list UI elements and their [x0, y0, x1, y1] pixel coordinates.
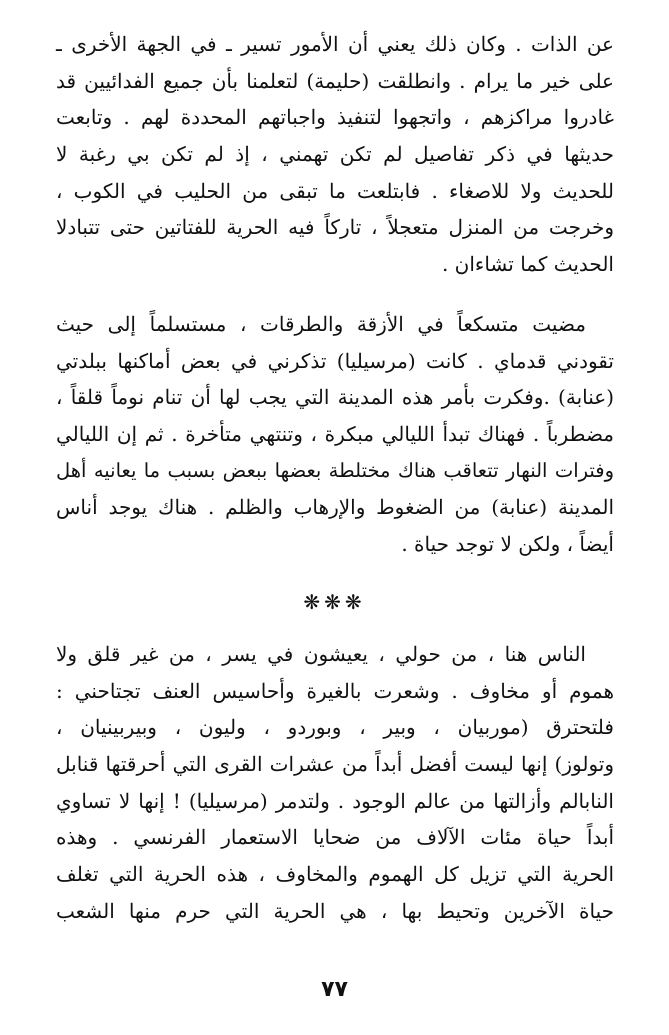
paragraph-line: فلتحترق (موربيان ، وبير ، وبوردو ، وليون ، وبيربينيان ،: [56, 715, 614, 740]
paragraph-line: وفترات النهار تتعاقب هناك مختلطة بعضها ببعض بسبب ما يعانيه أهل: [56, 458, 614, 482]
paragraph-line: غادروا مراكزهم ، واتجهوا لتنفيذ واجباتهم المحددة لهم . وتابعت: [56, 105, 614, 130]
paragraph-line: أبداً حياة مئات الآلاف من ضحايا الاستعمار الفرنسي . وهذه: [56, 825, 614, 850]
paragraph-line: وتولوز) إنها ليست أفضل أبداً من عشرات القرى التي أحرقتها قنابل: [56, 752, 614, 777]
paragraph-1: [56, 26, 614, 283]
paragraph-line: أيضاً ، ولكن لا توجد حياة .: [401, 532, 614, 557]
paragraph-2: [56, 306, 614, 563]
paragraph-line: للحديث ولا للاصغاء . فابتلعت ما تبقى من الحليب في الكوب ،: [56, 178, 614, 203]
paragraph-line: الحرية التي تزيل كل الهموم والمخاوف ، هذه الحرية التي تغلف: [56, 862, 614, 887]
paragraph-line: الناس هنا ، من حولي ، يعيشون في يسر ، من غير قلق ولا: [56, 642, 586, 666]
paragraph-line: على خير ما يرام . وانطلقت (حليمة) لتعلمنا بأن جميع الفدائيين قد: [56, 68, 614, 93]
paragraph-line: النابالم وأزالتها من عالم الوجود . ولتدمر (مرسيليا) ! إنها لا تساوي: [56, 788, 614, 813]
paragraph-line: (عنابة) .وفكرت بأمر هذه المدينة التي يجب لها أن تنام نوماً قلقاً ،: [56, 385, 614, 410]
paragraph-line: تقودني قدماي . كانت (مرسيليا) تذكرني في بعض أماكنها ببلدتي: [56, 348, 614, 373]
paragraph-line: عن الذات . وكان ذلك يعني أن الأمور تسير ـ في الجهة الأخرى ـ: [56, 32, 614, 56]
paragraph-line: حديثها في ذكر تفاصيل لم تكن تهمني ، إذ لم تكن بي رغبة لا: [56, 142, 614, 167]
paragraph-line: الحديث كما تشاءان .: [441, 252, 614, 277]
page-number: ٧٧: [321, 977, 348, 1002]
paragraph-line: مضيت متسكعاً في الأزقة والطرقات ، مستسلماً إلى حيث: [56, 312, 586, 336]
paragraph-line: حياة الآخرين وتحيط بها ، هي الحرية التي حرم منها الشعب: [56, 898, 614, 923]
section-separator: ❋❋❋: [303, 590, 366, 614]
paragraph-line: وخرجت من المنزل متعجلاً ، تاركاً فيه الحرية للفتاتين حتى تتبادلا: [56, 215, 614, 240]
paragraph-3: [56, 636, 614, 930]
paragraph-line: المدينة (عنابة) من الضغوط والإرهاب والظلم . هناك يوجد أناس: [56, 495, 614, 520]
paragraph-line: هموم أو مخاوف . وشعرت بالغيرة وأحاسيس العنف تجتاحني :: [56, 678, 614, 703]
paragraph-line: مضطرباً . فهناك تبدأ الليالي مبكرة ، وتنتهي متأخرة . ثم إن الليالي: [56, 422, 614, 447]
